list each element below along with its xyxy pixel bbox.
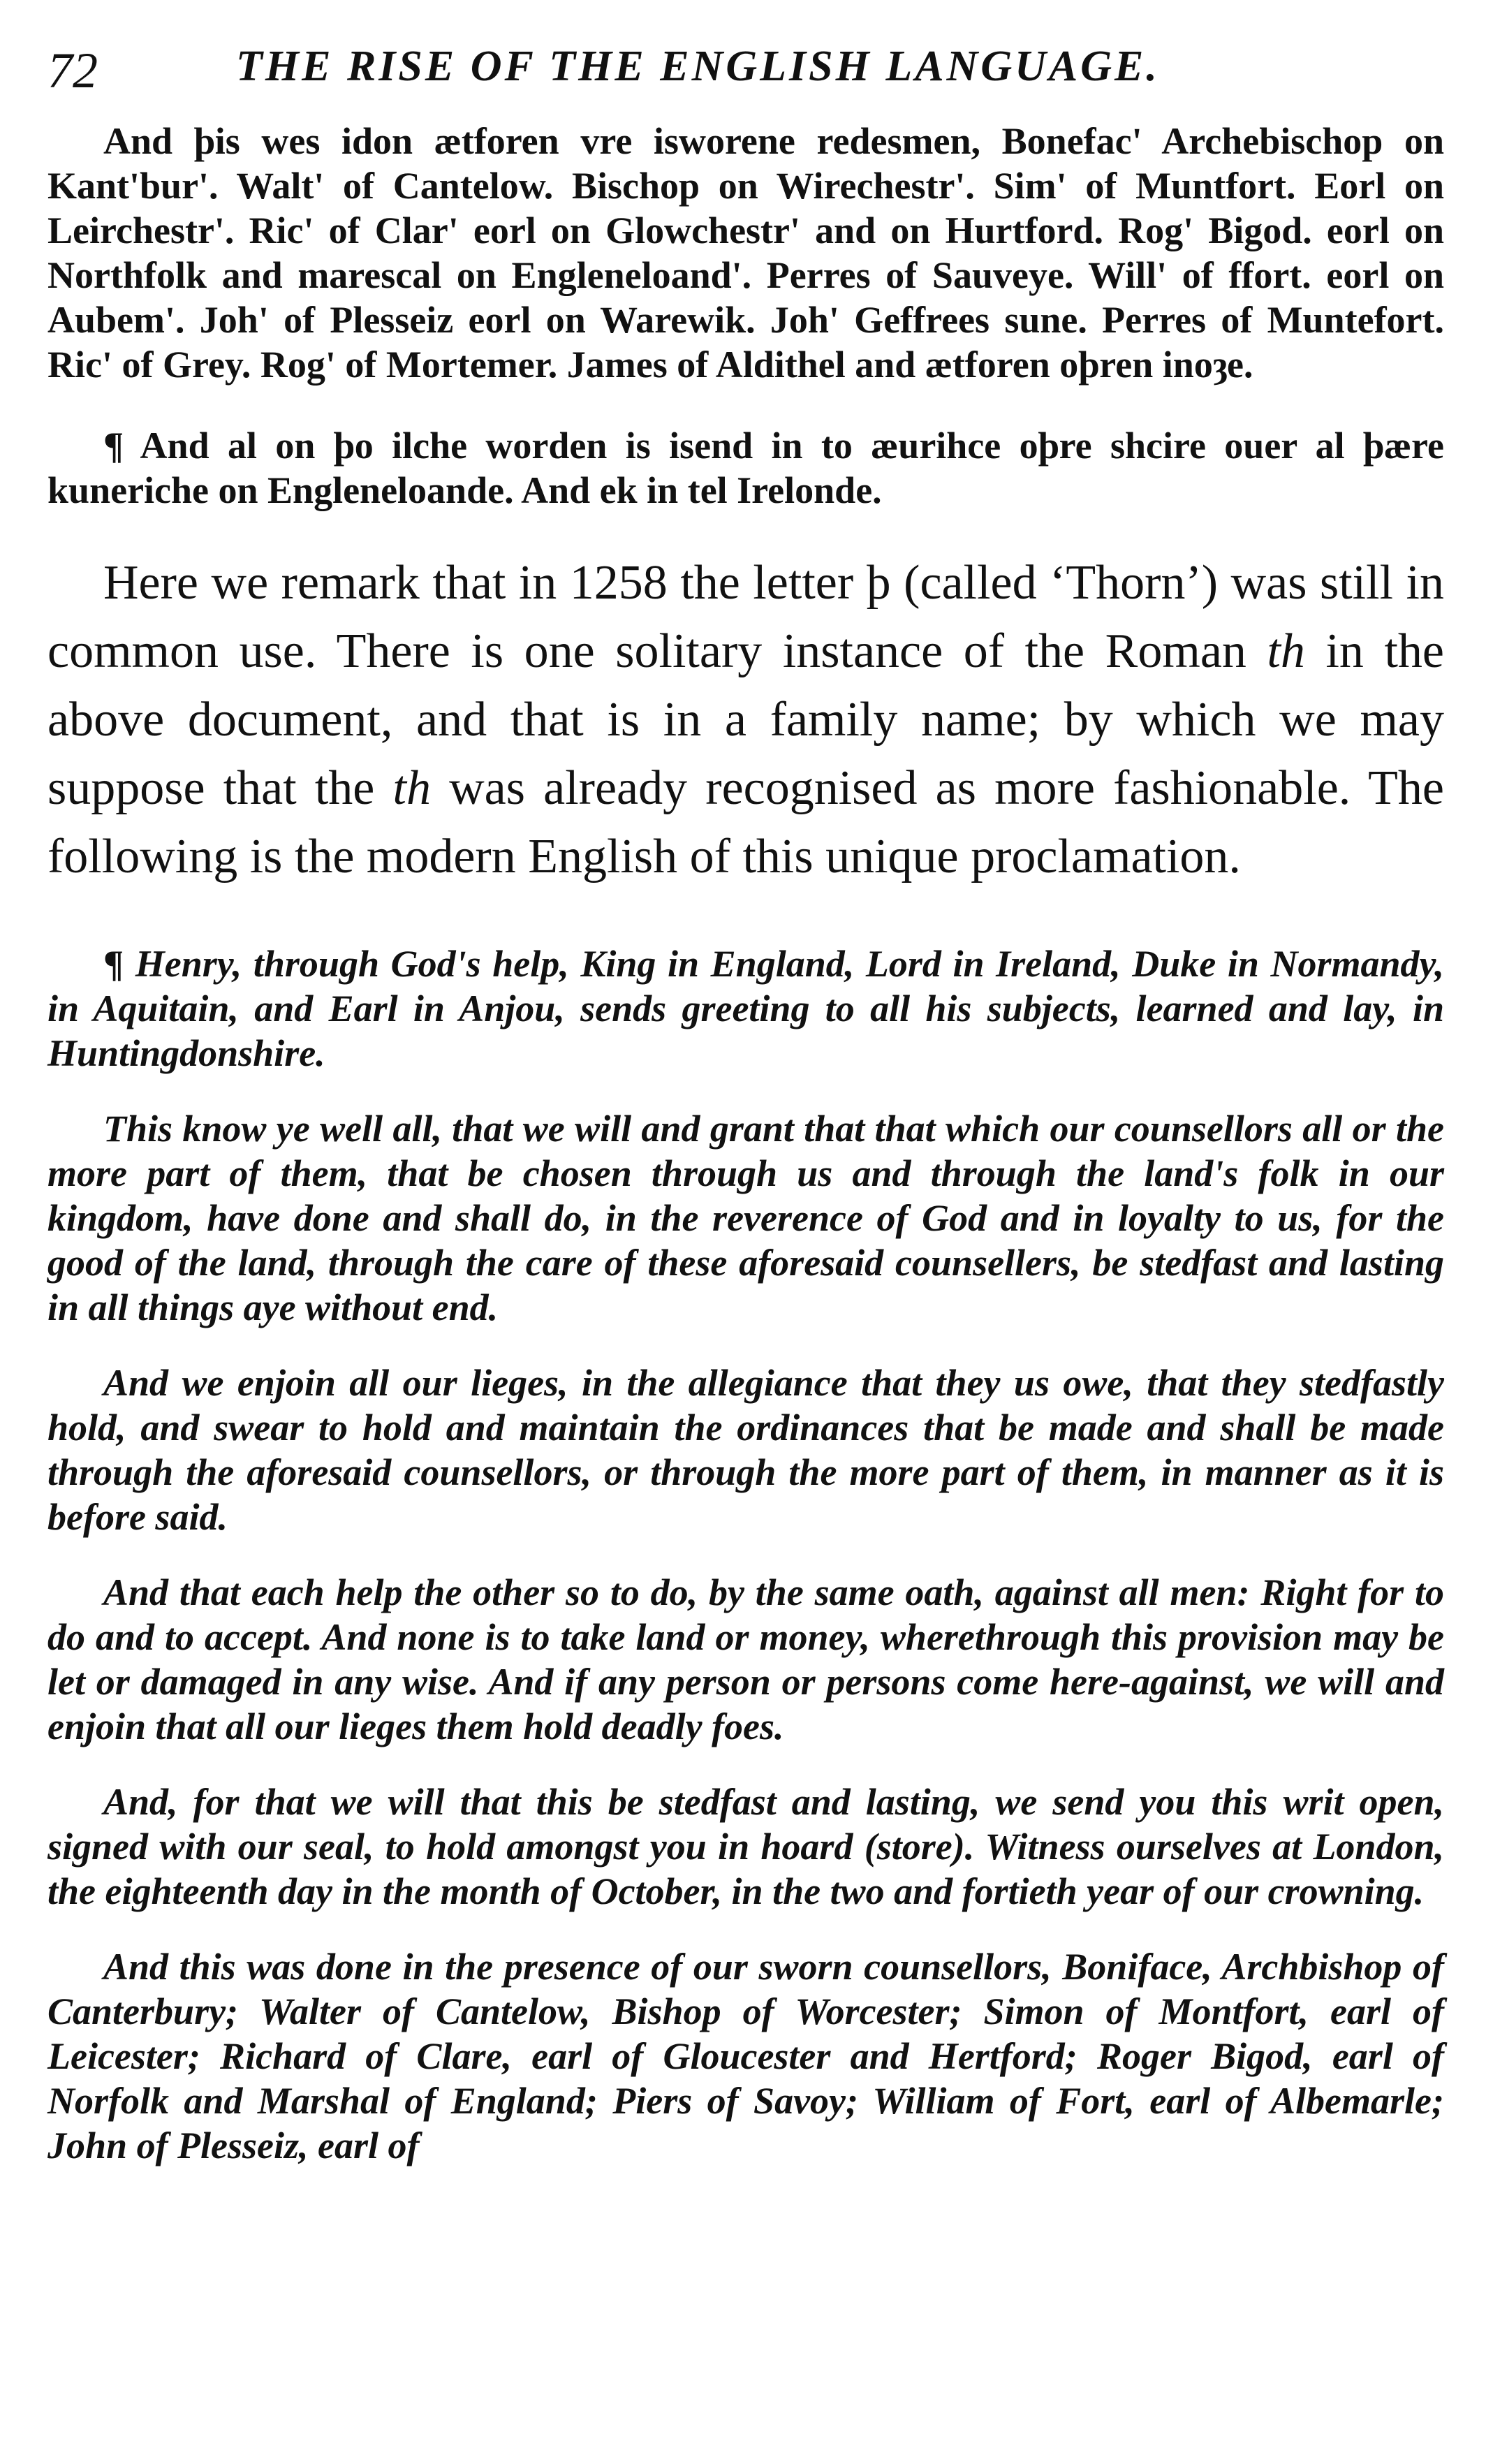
page-number: 72 <box>47 43 98 98</box>
th-italic: th <box>1267 624 1305 678</box>
translation-paragraph: And that each help the other so to do, by the same oath, against all men: Right for to do and to accept. And none is to take land or money, wherethrough this provision may be let or damaged in any wise. And if any person or persons come here-against, we will and enjoin that all our lieges them hold deadly foes. <box>47 1571 1444 1747</box>
translation-paragraph: And we enjoin all our lieges, in the allegiance that they us owe, that they stedfastly hold, and swear to hold and maintain the ordinances that be made and shall be made through the aforesaid counsellors, or through the more part of them, in manner as it is before said. <box>47 1362 1444 1538</box>
translation-paragraph: And, for that we will that this be stedfast and lasting, we send you this writ open, signed with our seal, to hold amongst you in hoard (store). Witness ourselves at London, the eighteenth day in the month of October, in the two and fortieth year of our crowning. <box>47 1781 1444 1912</box>
translation-paragraph <box>47 941 1444 1076</box>
translation-paragraph: And this was done in the presence of our sworn counsellors, Boniface, Archbishop of Canterbury; Walter of Cantelow, Bishop of Worcester; Simon of Montfort, earl of Leicester; Richard of Clare, earl of Gloucester and Hertford; Roger Bigod, earl of Norfolk and Marshal of England; Piers of Savoy; William of Fort, earl of Albemarle; John of Plesseiz, earl of <box>47 1946 1444 2166</box>
translation-text: Henry, through God's help, King in England, Lord in Ireland, Duke in Normandy, in Aquitain, and Earl in Anjou, sends greeting to all his subjects, learned and lay, in Huntingdonshire. <box>47 943 1444 1074</box>
commentary-paragraph <box>47 549 1444 891</box>
old-english-paragraph: And þis wes idon ætforen vre isworene redesmen, Bonefac' Archebischop on Kant'bur'. Walt' of Cantelow. Bischop on Wirechestr'. Sim' of Muntfort. Eorl on Leirchestr'. Ric' of Clar' eorl on Glowchestr' and on Hurtford. Rog' Bigod. eorl on Northfolk and marescal on Engleneloand'. Perres of Sauveye. Will' of ffort. eorl on Aubem'. Joh' of Plesseiz eorl on Warewik. Joh' Geffrees sune. Perres of Muntefort. Ric' of Grey. Rog' of Mortemer. James of Aldithel and ætforen oþren inoȝe. <box>47 120 1444 386</box>
page-header <box>47 42 1444 119</box>
th-italic: th <box>392 761 431 815</box>
running-title: THE RISE OF THE ENGLISH LANGUAGE. <box>236 43 1160 90</box>
commentary-text: was already recognised as more fashionable. The following is the modern English of this unique proclamation. <box>47 761 1444 883</box>
pilcrow-mark: ¶ <box>103 943 124 985</box>
commentary-text: in the above document, and that is in a family name; by which we may suppose that the <box>47 624 1444 815</box>
translation-paragraph: This know ye well all, that we will and grant that that which our counsellors all or the more part of them, that be chosen through us and through the land's folk in our kingdom, have done and shall do, in the reverence of God and in loyalty to us, for the good of the land, through the care of these aforesaid counsellers, be stedfast and lasting in all things aye without end. <box>47 1108 1444 1328</box>
book-page <box>47 42 1444 2199</box>
old-english-paragraph: ¶ And al on þo ilche worden is isend in to æurihce oþre shcire ouer al þære kuneriche on Engleneloande. And ek in tel Irelonde. <box>47 425 1444 511</box>
commentary-text: Here we remark that in 1258 the letter þ (called ‘Thorn’) was still in common use. There is one solitary instance of the Roman <box>47 556 1444 678</box>
